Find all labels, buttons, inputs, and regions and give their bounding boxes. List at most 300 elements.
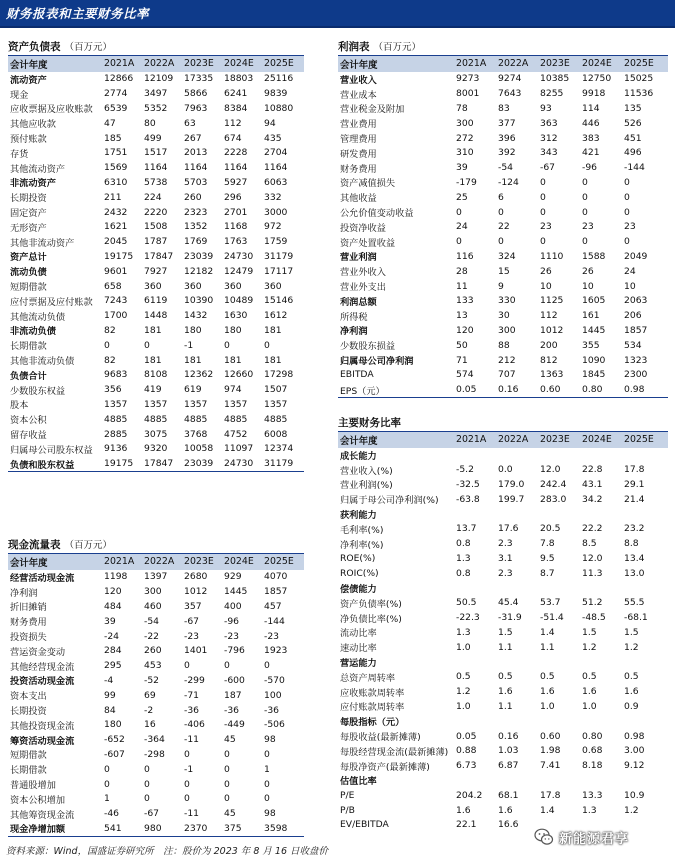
cell-value: 526 xyxy=(624,117,642,129)
cell-value xyxy=(538,773,580,788)
cell-value: 12660 xyxy=(224,369,254,381)
cell-value: 1787 xyxy=(144,236,168,248)
cell-value: 55.5 xyxy=(624,597,645,609)
cell-value: 29.1 xyxy=(624,478,645,490)
table-row xyxy=(8,234,304,249)
cell-value xyxy=(454,448,496,463)
cell-value: 7963 xyxy=(184,102,208,114)
cell-value: 6 xyxy=(498,191,504,203)
table-row xyxy=(8,264,304,279)
row-label: 投资活动现金流 xyxy=(10,676,75,688)
table-row xyxy=(338,521,668,536)
cell-value: 200 xyxy=(540,339,558,351)
row-label: 其他筹资现金流 xyxy=(10,809,75,821)
cell-value: 50.5 xyxy=(456,597,477,609)
cell-value: 1.6 xyxy=(540,686,555,698)
row-label: ROIC(%) xyxy=(340,567,379,579)
table-row xyxy=(338,131,668,146)
source-note: 资料来源：Wind，国盛证券研究所 注：股价为 2023 年 8 月 16 日收盘价 xyxy=(6,846,329,857)
cell-value: 295 xyxy=(104,660,122,672)
row-label: 营业利润 xyxy=(340,252,377,264)
table-row xyxy=(8,747,304,762)
table-row xyxy=(338,323,668,338)
row-label: 偿债能力 xyxy=(340,584,377,596)
cell-value: -67 xyxy=(540,162,556,174)
cell-value: 12.0 xyxy=(582,552,603,564)
cell-value: 0.0 xyxy=(498,464,513,476)
cell-value: 1507 xyxy=(264,384,288,396)
cell-value: 357 xyxy=(184,600,202,612)
cell-value: 0.98 xyxy=(624,730,645,742)
cell-value: 0 xyxy=(104,763,110,775)
cell-value: 1164 xyxy=(144,162,168,174)
cell-value xyxy=(454,507,496,522)
cell-value: 2704 xyxy=(264,147,288,159)
cell-value: 6241 xyxy=(224,88,248,100)
row-label: 营业成本 xyxy=(340,89,377,101)
cell-value: 0 xyxy=(264,748,270,760)
cell-value xyxy=(538,714,580,729)
cell-value: 10489 xyxy=(224,295,254,307)
cell-value: 0 xyxy=(144,339,150,351)
cell-value: 1517 xyxy=(144,147,168,159)
cell-value: 1769 xyxy=(184,236,208,248)
cell-value: 460 xyxy=(144,600,162,612)
table-header-row xyxy=(8,56,304,72)
cell-value: 19175 xyxy=(104,250,134,262)
cell-value: 0.8 xyxy=(456,538,471,550)
table-row xyxy=(8,367,304,382)
cell-value: 1605 xyxy=(582,295,606,307)
row-label: 净负债比率(%) xyxy=(340,613,402,625)
cell-value: 8.7 xyxy=(540,567,555,579)
table-row xyxy=(338,190,668,205)
cell-value: 10058 xyxy=(184,443,214,455)
cell-value: 0 xyxy=(498,236,504,248)
cell-value: 1630 xyxy=(224,310,248,322)
cell-value: 5738 xyxy=(144,176,168,188)
cell-value: 15146 xyxy=(264,295,294,307)
cell-value: 0 xyxy=(540,206,546,218)
cell-value: 199.7 xyxy=(498,493,525,505)
cell-value: 4885 xyxy=(104,413,128,425)
row-label: 速动比率 xyxy=(340,643,377,655)
cashflow-table xyxy=(8,554,304,837)
cell-value: 0 xyxy=(264,660,270,672)
cell-value: 63 xyxy=(184,117,196,129)
cell-value: 31179 xyxy=(262,456,304,471)
row-label: 每股指标（元） xyxy=(340,717,405,729)
cell-value: -607 xyxy=(104,748,125,760)
cell-value: 2025E xyxy=(622,56,668,72)
cell-value xyxy=(622,581,668,596)
cell-value: 24730 xyxy=(222,456,262,471)
table-row xyxy=(338,610,668,625)
cell-value: 2021A xyxy=(454,432,496,448)
cell-value: 1323 xyxy=(624,354,648,366)
cell-value: 2220 xyxy=(144,206,168,218)
cell-value: -364 xyxy=(144,734,165,746)
row-label: 每股经营现金流(最新摊薄) xyxy=(340,746,449,758)
cell-value: 12374 xyxy=(264,443,294,455)
cell-value: 0 xyxy=(498,206,504,218)
cell-value: 7243 xyxy=(104,295,128,307)
table-row xyxy=(338,219,668,234)
cell-value: 8.8 xyxy=(624,538,639,550)
cell-value: 1448 xyxy=(144,310,168,322)
cell-value: 9839 xyxy=(264,88,288,100)
table-row xyxy=(338,367,668,382)
table-row xyxy=(8,323,304,338)
row-label: 归属于母公司净利润(%) xyxy=(340,495,439,507)
cell-value: 0.5 xyxy=(540,671,555,683)
cell-value: 187 xyxy=(224,689,242,701)
cell-value xyxy=(580,448,622,463)
cell-value: 10880 xyxy=(264,102,294,114)
row-label: 公允价值变动收益 xyxy=(340,208,414,220)
cell-value: 0 xyxy=(184,660,190,672)
cell-value: 2023E xyxy=(538,56,580,72)
table-row xyxy=(8,382,304,397)
table-row xyxy=(8,658,304,673)
cell-value xyxy=(622,507,668,522)
table-row xyxy=(338,448,668,463)
cell-value xyxy=(622,773,668,788)
cell-value: -32.5 xyxy=(456,478,480,490)
cell-value: 13.7 xyxy=(456,523,477,535)
table-row xyxy=(8,629,304,644)
cell-value: 3075 xyxy=(144,428,168,440)
header-banner xyxy=(0,0,675,28)
table-row xyxy=(338,308,668,323)
cell-value: 112 xyxy=(224,117,242,129)
cell-value: 0 xyxy=(582,176,588,188)
cell-value: 324 xyxy=(498,250,516,262)
cell-value: 15025 xyxy=(624,73,654,85)
table-row xyxy=(338,625,668,640)
cell-value: 0.16 xyxy=(498,730,519,742)
cell-value: 4752 xyxy=(224,428,248,440)
cell-value: 435 xyxy=(264,132,282,144)
cell-value: 0 xyxy=(624,236,630,248)
ratios-table xyxy=(338,432,668,832)
row-label: 营业外收入 xyxy=(340,267,386,279)
balance-sheet-table xyxy=(8,56,304,472)
cell-value: 363 xyxy=(540,117,558,129)
cell-value: 2701 xyxy=(224,206,248,218)
row-label: 归属母公司股东权益 xyxy=(10,444,93,456)
cell-value: -31.9 xyxy=(498,612,522,624)
table-row xyxy=(338,492,668,507)
cell-value: 1621 xyxy=(104,221,128,233)
cell-value: 47 xyxy=(104,117,116,129)
cell-value: 30 xyxy=(498,310,510,322)
row-label: 普通股增加 xyxy=(10,780,56,792)
row-label: 总资产周转率 xyxy=(340,672,396,684)
row-label: 净利润 xyxy=(10,587,38,599)
cell-value: 7927 xyxy=(144,265,168,277)
cell-value: 2023E xyxy=(182,554,222,570)
cell-value: 1.0 xyxy=(456,700,471,712)
row-label: 净利率(%) xyxy=(340,539,384,551)
cell-value: 17.6 xyxy=(498,523,519,535)
cell-value: 93 xyxy=(540,102,552,114)
cell-value: 0 xyxy=(624,206,630,218)
row-label: 归属母公司净利润 xyxy=(340,356,414,368)
cell-value xyxy=(454,581,496,596)
cell-value: 499 xyxy=(144,132,162,144)
row-label: 资产负债率(%) xyxy=(340,598,402,610)
cell-value: 707 xyxy=(498,369,516,381)
cell-value: 9.12 xyxy=(624,760,645,772)
table-row xyxy=(8,175,304,190)
cell-value: 0 xyxy=(224,748,230,760)
cell-value: 0.80 xyxy=(580,382,622,397)
cell-value: 180 xyxy=(104,719,122,731)
cell-value: 12750 xyxy=(582,73,612,85)
cell-value: 23039 xyxy=(184,250,214,262)
cell-value: 17847 xyxy=(144,250,174,262)
cell-value: 9683 xyxy=(104,369,128,381)
row-label: 负债合计 xyxy=(10,370,47,382)
cell-value: 1357 xyxy=(104,398,128,410)
cell-value: 24730 xyxy=(224,250,254,262)
table-row xyxy=(8,249,304,264)
cashflow-panel xyxy=(8,538,304,837)
cell-value: 11.3 xyxy=(582,567,603,579)
table-row xyxy=(8,777,304,792)
cell-value: 8.18 xyxy=(582,760,603,772)
row-label: 研发费用 xyxy=(340,148,377,160)
cell-value: 25116 xyxy=(264,73,294,85)
cell-value: 5866 xyxy=(184,88,208,100)
cell-value: -46 xyxy=(104,808,120,820)
wechat-icon xyxy=(534,827,554,847)
cell-value: 0 xyxy=(144,778,150,790)
cell-value: 206 xyxy=(624,310,642,322)
cell-value: 421 xyxy=(582,147,600,159)
table-row xyxy=(338,655,668,670)
table-row xyxy=(338,160,668,175)
cell-value: -179 xyxy=(456,176,477,188)
cell-value: 360 xyxy=(224,280,242,292)
income-statement-panel xyxy=(338,40,668,398)
cell-value: 6310 xyxy=(104,176,128,188)
row-label: 短期借款 xyxy=(10,750,47,762)
cell-value: 17.8 xyxy=(624,464,645,476)
table-row xyxy=(338,175,668,190)
cell-value: 2025E xyxy=(262,554,304,570)
cell-value: 1198 xyxy=(104,571,128,583)
cell-value: 6008 xyxy=(264,428,288,440)
cell-value: 0.16 xyxy=(496,382,538,397)
cell-value: 1.4 xyxy=(540,804,555,816)
row-label: 存货 xyxy=(10,148,29,160)
cell-value: 1445 xyxy=(224,586,248,598)
row-label: 经营活动现金流 xyxy=(10,572,75,584)
cell-value: 260 xyxy=(144,645,162,657)
cell-value: 0.88 xyxy=(456,745,477,757)
cell-value xyxy=(622,655,668,670)
table-row xyxy=(338,729,668,744)
cell-value: 39 xyxy=(104,615,116,627)
cell-value: 496 xyxy=(624,147,642,159)
cell-value: 2024E xyxy=(580,432,622,448)
watermark-text: 新能源君享 xyxy=(559,831,630,847)
cell-value xyxy=(622,448,668,463)
cell-value: 1857 xyxy=(624,324,648,336)
cell-value: 2024E xyxy=(222,56,262,72)
cell-value xyxy=(454,773,496,788)
table-row xyxy=(338,581,668,596)
cell-value: 8001 xyxy=(456,88,480,100)
cell-value: 0.5 xyxy=(624,671,639,683)
cell-value: 1012 xyxy=(540,324,564,336)
cell-value: -22 xyxy=(144,630,160,642)
cell-value: 383 xyxy=(582,132,600,144)
cell-value xyxy=(580,507,622,522)
table-row xyxy=(338,566,668,581)
cell-value: 296 xyxy=(224,191,242,203)
cell-value: 180 xyxy=(184,324,202,336)
cell-value: 23.2 xyxy=(624,523,645,535)
row-label: 会计年度 xyxy=(338,56,454,72)
cell-value: 1090 xyxy=(582,354,606,366)
cell-value: 34.2 xyxy=(582,493,603,505)
cell-value: 1.6 xyxy=(498,804,513,816)
cell-value: -652 xyxy=(104,734,125,746)
cell-value: 204.2 xyxy=(456,789,483,801)
cell-value: 181 xyxy=(264,354,282,366)
cell-value: 6.73 xyxy=(456,760,477,772)
cell-value: 1.03 xyxy=(498,745,519,757)
table-row xyxy=(8,703,304,718)
cell-value: 453 xyxy=(144,660,162,672)
row-label: 预付账款 xyxy=(10,134,47,146)
cell-value: 1357 xyxy=(184,398,208,410)
cell-value: -54 xyxy=(498,162,514,174)
table-row xyxy=(8,427,304,442)
income-statement-table xyxy=(338,56,668,398)
cell-value xyxy=(496,714,538,729)
cell-value: 974 xyxy=(224,384,242,396)
table-row xyxy=(8,412,304,427)
row-label: 非流动负债 xyxy=(10,326,56,338)
cell-value: 1363 xyxy=(540,369,564,381)
row-label: 应付票据及应付账款 xyxy=(10,296,93,308)
cell-value: 6.87 xyxy=(498,760,519,772)
table-row xyxy=(338,249,668,264)
table-row xyxy=(338,353,668,368)
row-label: 长期投资 xyxy=(10,706,47,718)
cell-value: 8384 xyxy=(224,102,248,114)
cell-value: 17298 xyxy=(264,369,294,381)
row-label: P/E xyxy=(340,789,355,801)
cell-value: 179.0 xyxy=(498,478,525,490)
cell-value: 6119 xyxy=(144,295,168,307)
cell-value xyxy=(454,655,496,670)
cell-value: 181 xyxy=(264,324,282,336)
cell-value: 15 xyxy=(498,265,510,277)
cell-value: 1164 xyxy=(264,162,288,174)
cell-value: 0.9 xyxy=(624,700,639,712)
cell-value: 360 xyxy=(184,280,202,292)
row-label: 每股净资产(最新摊薄) xyxy=(340,761,430,773)
cell-value: -11 xyxy=(184,808,200,820)
cell-value: 1508 xyxy=(144,221,168,233)
cell-value xyxy=(538,507,580,522)
cell-value: 0 xyxy=(144,793,150,805)
cell-value: 1.0 xyxy=(582,700,597,712)
cell-value: 1.98 xyxy=(540,745,561,757)
cell-value: 0 xyxy=(264,778,270,790)
cell-value: 133 xyxy=(456,295,474,307)
cell-value: 330 xyxy=(498,295,516,307)
row-label: 少数股东权益 xyxy=(10,385,66,397)
table-row xyxy=(8,338,304,353)
cell-value: 300 xyxy=(456,117,474,129)
row-label: 资产总计 xyxy=(10,252,47,264)
cell-value: 355 xyxy=(582,339,600,351)
cell-value: 2024E xyxy=(222,554,262,570)
ratios-title: 主要财务比率 xyxy=(338,416,668,432)
cell-value: 267 xyxy=(184,132,202,144)
cell-value: 4070 xyxy=(264,571,288,583)
table-row xyxy=(338,595,668,610)
table-row xyxy=(8,131,304,146)
cell-value: 400 xyxy=(224,600,242,612)
row-label: 其他投资现金流 xyxy=(10,720,75,732)
row-label: 资本支出 xyxy=(10,691,47,703)
cell-value: 212 xyxy=(498,354,516,366)
table-row xyxy=(8,308,304,323)
cell-value: 1.1 xyxy=(498,641,513,653)
cell-value: 100 xyxy=(264,689,282,701)
cashflow-title: 现金流量表 （百万元） xyxy=(8,538,304,554)
cell-value: 0 xyxy=(540,191,546,203)
row-label: 财务费用 xyxy=(10,617,47,629)
cell-value: 4885 xyxy=(264,413,288,425)
cell-value: 1.2 xyxy=(624,804,639,816)
cell-value xyxy=(538,581,580,596)
cell-value: -36 xyxy=(224,704,240,716)
cell-value: 1.4 xyxy=(540,626,555,638)
cell-value: -144 xyxy=(264,615,285,627)
cell-value: 2.3 xyxy=(498,567,513,579)
cell-value: -23 xyxy=(224,630,240,642)
cell-value: 1168 xyxy=(224,221,248,233)
cell-value: 1.0 xyxy=(456,641,471,653)
cell-value: 2370 xyxy=(182,821,222,836)
table-row xyxy=(8,279,304,294)
cell-value: 181 xyxy=(224,354,242,366)
cell-value: 43.1 xyxy=(582,478,603,490)
table-header-row xyxy=(338,432,668,448)
cell-value: 88 xyxy=(498,339,510,351)
cell-value: 10 xyxy=(582,280,594,292)
cell-value: 541 xyxy=(102,821,142,836)
cell-value: 1.6 xyxy=(624,686,639,698)
cell-value xyxy=(538,655,580,670)
table-row xyxy=(8,762,304,777)
cell-value: 1.1 xyxy=(540,641,555,653)
table-row xyxy=(8,219,304,234)
table-row xyxy=(8,116,304,131)
cell-value: 1.3 xyxy=(456,626,471,638)
cell-value: 574 xyxy=(456,369,474,381)
cell-value: 2228 xyxy=(224,147,248,159)
cell-value: 2022A xyxy=(142,554,182,570)
